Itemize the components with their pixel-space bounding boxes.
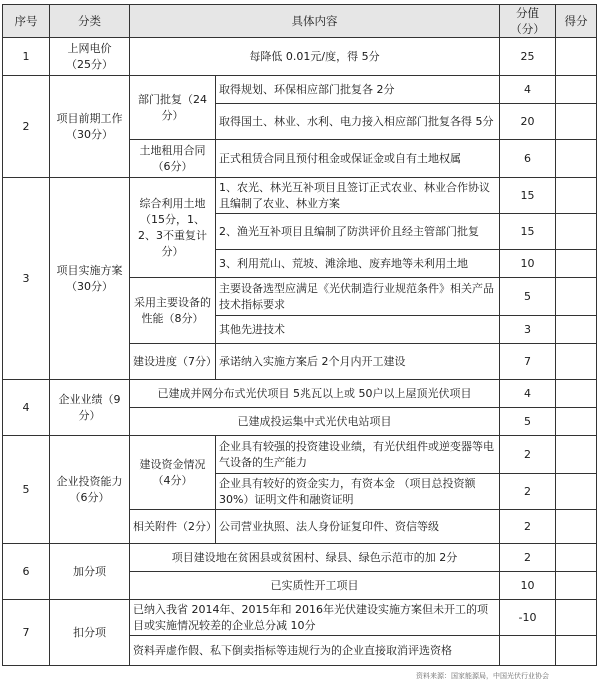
score-cell[interactable]	[556, 140, 597, 178]
value-cell: 3	[500, 316, 556, 344]
value-cell: 4	[500, 76, 556, 104]
value-cell: 2	[500, 544, 556, 572]
header-category: 分类	[50, 5, 130, 38]
category-cell: 扣分项	[50, 600, 130, 666]
score-cell[interactable]	[556, 316, 597, 344]
row-no: 2	[3, 76, 50, 178]
table-row	[3, 76, 597, 104]
subcategory-cell: 建设进度（7分）	[130, 344, 216, 380]
value-cell: 5	[500, 278, 556, 316]
row-no: 7	[3, 600, 50, 666]
content-cell: 资料弄虚作假、私下倒卖指标等违规行为的企业直接取消评选资格	[130, 636, 500, 666]
score-cell[interactable]	[556, 572, 597, 600]
content-cell: 每降低 0.01元/度，得 5分	[130, 38, 500, 76]
score-cell[interactable]	[556, 510, 597, 544]
category-label: 上网电价	[67, 41, 112, 55]
value-cell: 15	[500, 178, 556, 214]
category-cell	[50, 38, 130, 76]
content-cell: 2、渔光互补项目且编制了防洪评价且经主管部门批复	[216, 214, 500, 250]
content-cell: 3、利用荒山、荒坡、滩涂地、废弃地等未利用土地	[216, 250, 500, 278]
score-cell[interactable]	[556, 344, 597, 380]
category-cell: 企业业绩（9分）	[50, 380, 130, 436]
row-no: 3	[3, 178, 50, 380]
header-row	[3, 5, 597, 38]
score-cell[interactable]	[556, 250, 597, 278]
category-cell: 项目实施方案（30分）	[50, 178, 130, 380]
content-cell: 公司营业执照、法人身份证复印件、资信等级	[216, 510, 500, 544]
table-row	[3, 436, 597, 474]
header-value: 分值（分）	[500, 5, 556, 38]
source-note: 资料来源：国家能源局，中国光伏行业协会	[416, 672, 549, 680]
content-cell: 已实质性开工项目	[130, 572, 500, 600]
category-cell: 项目前期工作（30分）	[50, 76, 130, 178]
score-cell[interactable]	[556, 600, 597, 636]
score-cell[interactable]	[556, 636, 597, 666]
header-content: 具体内容	[130, 5, 500, 38]
score-cell[interactable]	[556, 76, 597, 104]
table-row	[3, 38, 597, 76]
table-row	[3, 600, 597, 636]
table-row	[3, 544, 597, 572]
content-cell: 项目建设地在贫困县或贫困村、绿县、绿色示范市的加 2分	[130, 544, 500, 572]
score-cell[interactable]	[556, 214, 597, 250]
value-cell: 2	[500, 474, 556, 510]
score-cell[interactable]	[556, 38, 597, 76]
content-cell: 已建成并网分布式光伏项目 5兆瓦以上或 50户以上屋顶光伏项目	[130, 380, 500, 408]
content-cell: 已建成投运集中式光伏电站项目	[130, 408, 500, 436]
content-cell: 企业具有较好的资金实力，有资本金 （项目总投资额 30%）证明文件和融资证明	[216, 474, 500, 510]
value-cell: 25	[500, 38, 556, 76]
value-cell: 5	[500, 408, 556, 436]
score-cell[interactable]	[556, 278, 597, 316]
content-cell: 企业具有较强的投资建设业绩，有光伏组件或逆变器等电气设备的生产能力	[216, 436, 500, 474]
subcategory-cell: 采用主要设备的性能（8分）	[130, 278, 216, 344]
value-cell: 2	[500, 510, 556, 544]
subcategory-cell: 部门批复（24分）	[130, 76, 216, 140]
value-cell: 6	[500, 140, 556, 178]
value-cell: 10	[500, 250, 556, 278]
content-cell: 取得国土、林业、水利、电力接入相应部门批复各得 5分	[216, 104, 500, 140]
content-cell: 1、农光、林光互补项目且签订正式农业、林业合作协议且编制了农业、林业方案	[216, 178, 500, 214]
subcategory-cell: 相关附件（2分）	[130, 510, 216, 544]
header-no: 序号	[3, 5, 50, 38]
subcategory-cell: 建设资金情况（4分）	[130, 436, 216, 510]
value-cell: 20	[500, 104, 556, 140]
score-cell[interactable]	[556, 544, 597, 572]
category-points: （25分）	[66, 57, 113, 71]
score-cell[interactable]	[556, 380, 597, 408]
score-cell[interactable]	[556, 436, 597, 474]
value-cell: 2	[500, 436, 556, 474]
value-cell: 4	[500, 380, 556, 408]
score-cell[interactable]	[556, 178, 597, 214]
table-row	[3, 178, 597, 214]
score-cell[interactable]	[556, 104, 597, 140]
subcategory-cell: 土地租用合同（6分）	[130, 140, 216, 178]
score-cell[interactable]	[556, 408, 597, 436]
scoring-table	[2, 4, 597, 666]
content-cell: 承诺纳入实施方案后 2个月内开工建设	[216, 344, 500, 380]
value-cell: 10	[500, 572, 556, 600]
score-cell[interactable]	[556, 474, 597, 510]
content-cell: 其他先进技术	[216, 316, 500, 344]
row-no: 6	[3, 544, 50, 600]
row-no: 1	[3, 38, 50, 76]
value-cell: 7	[500, 344, 556, 380]
content-cell: 主要设备选型应满足《光伏制造行业规范条件》相关产品技术指标要求	[216, 278, 500, 316]
subcategory-cell: 综合利用土地（15分，1、2、3不重复计分）	[130, 178, 216, 278]
row-no: 4	[3, 380, 50, 436]
value-cell: -10	[500, 600, 556, 636]
table-row	[3, 380, 597, 408]
value-cell: 15	[500, 214, 556, 250]
header-score: 得分	[556, 5, 597, 38]
value-cell	[500, 636, 556, 666]
row-no: 5	[3, 436, 50, 544]
content-cell: 取得规划、环保相应部门批复各 2分	[216, 76, 500, 104]
content-cell: 正式租赁合同且预付租金或保证金或自有土地权属	[216, 140, 500, 178]
category-cell: 企业投资能力（6分）	[50, 436, 130, 544]
category-cell: 加分项	[50, 544, 130, 600]
content-cell: 已纳入我省 2014年、2015年和 2016年光伏建设实施方案但未开工的项目或实施情况较差的企业总分减 10分	[130, 600, 500, 636]
